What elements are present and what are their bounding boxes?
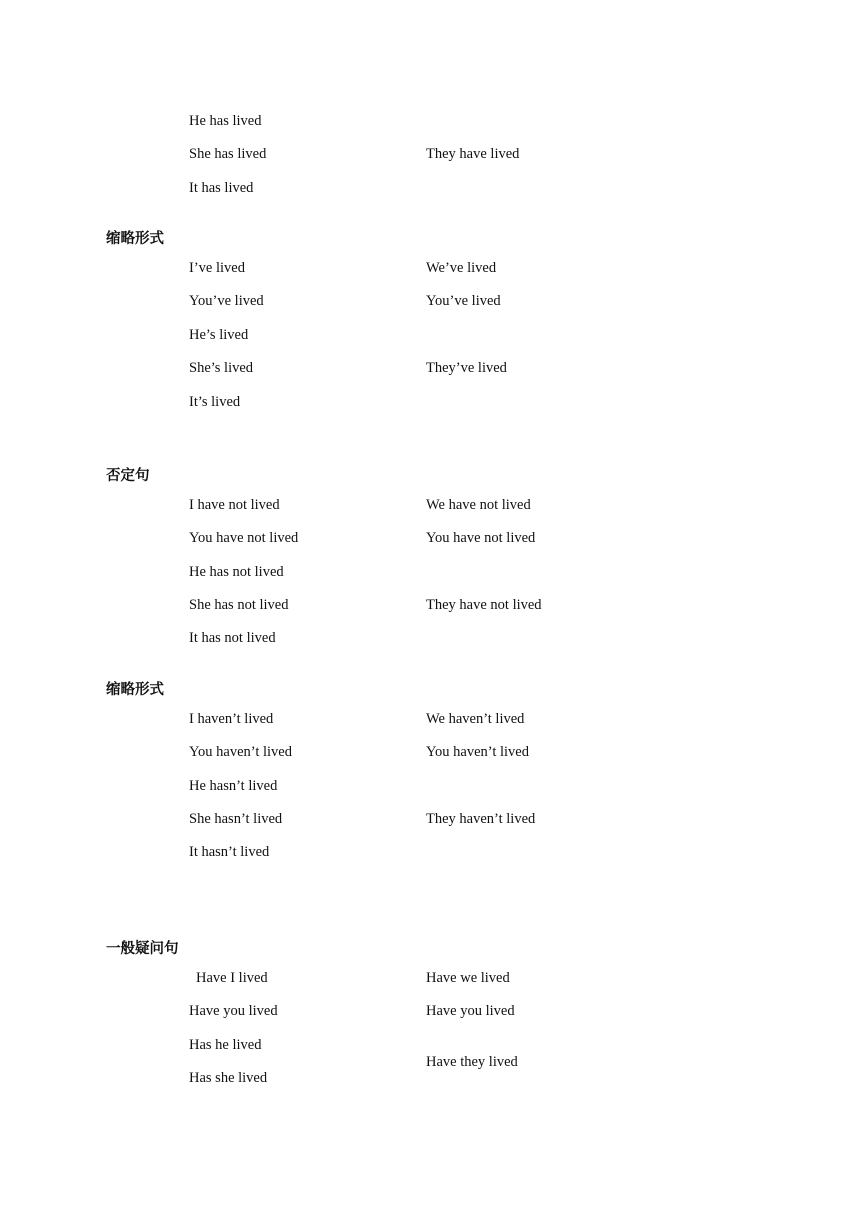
conjugation-item: They have lived	[426, 146, 520, 162]
conjugation-item: Have you lived	[189, 1003, 278, 1019]
conjugation-item: You’ve lived	[426, 293, 501, 309]
conjugation-item: They’ve lived	[426, 360, 507, 376]
conjugation-item: We have not lived	[426, 497, 531, 513]
section-heading-contractions: 缩略形式	[106, 231, 164, 247]
conjugation-item: We haven’t lived	[426, 711, 525, 727]
conjugation-item: We’ve lived	[426, 260, 497, 276]
conjugation-item: Have you lived	[426, 1003, 515, 1019]
conjugation-item: I’ve lived	[189, 260, 245, 276]
conjugation-item: You haven’t lived	[426, 744, 529, 760]
conjugation-item: It’s lived	[189, 394, 241, 410]
conjugation-item: It has not lived	[189, 630, 276, 646]
conjugation-item: Have they lived	[426, 1054, 518, 1070]
conjugation-item: She has lived	[189, 146, 267, 162]
conjugation-item: They have not lived	[426, 597, 542, 613]
conjugation-item: He’s lived	[189, 327, 249, 343]
conjugation-item: You have not lived	[426, 530, 536, 546]
conjugation-item: Have I lived	[196, 970, 268, 986]
conjugation-item: Has he lived	[189, 1037, 262, 1053]
section-heading-negative: 否定句	[106, 468, 150, 484]
conjugation-item: Has she lived	[189, 1070, 268, 1086]
conjugation-item: You have not lived	[189, 530, 299, 546]
conjugation-item: She has not lived	[189, 597, 289, 613]
conjugation-item: He has not lived	[189, 564, 284, 580]
conjugation-item: You haven’t lived	[189, 744, 292, 760]
conjugation-item: It has lived	[189, 180, 254, 196]
conjugation-item: It hasn’t lived	[189, 844, 270, 860]
conjugation-item: Have we lived	[426, 970, 510, 986]
section-heading-negative-contractions: 缩略形式	[106, 682, 164, 698]
conjugation-item: He hasn’t lived	[189, 778, 278, 794]
conjugation-item: He has lived	[189, 113, 262, 129]
conjugation-item: I have not lived	[189, 497, 280, 513]
conjugation-item: She’s lived	[189, 360, 254, 376]
conjugation-item: You’ve lived	[189, 293, 264, 309]
conjugation-item: They haven’t lived	[426, 811, 536, 827]
conjugation-item: I haven’t lived	[189, 711, 274, 727]
section-heading-questions: 一般疑问句	[106, 941, 179, 957]
conjugation-item: She hasn’t lived	[189, 811, 283, 827]
